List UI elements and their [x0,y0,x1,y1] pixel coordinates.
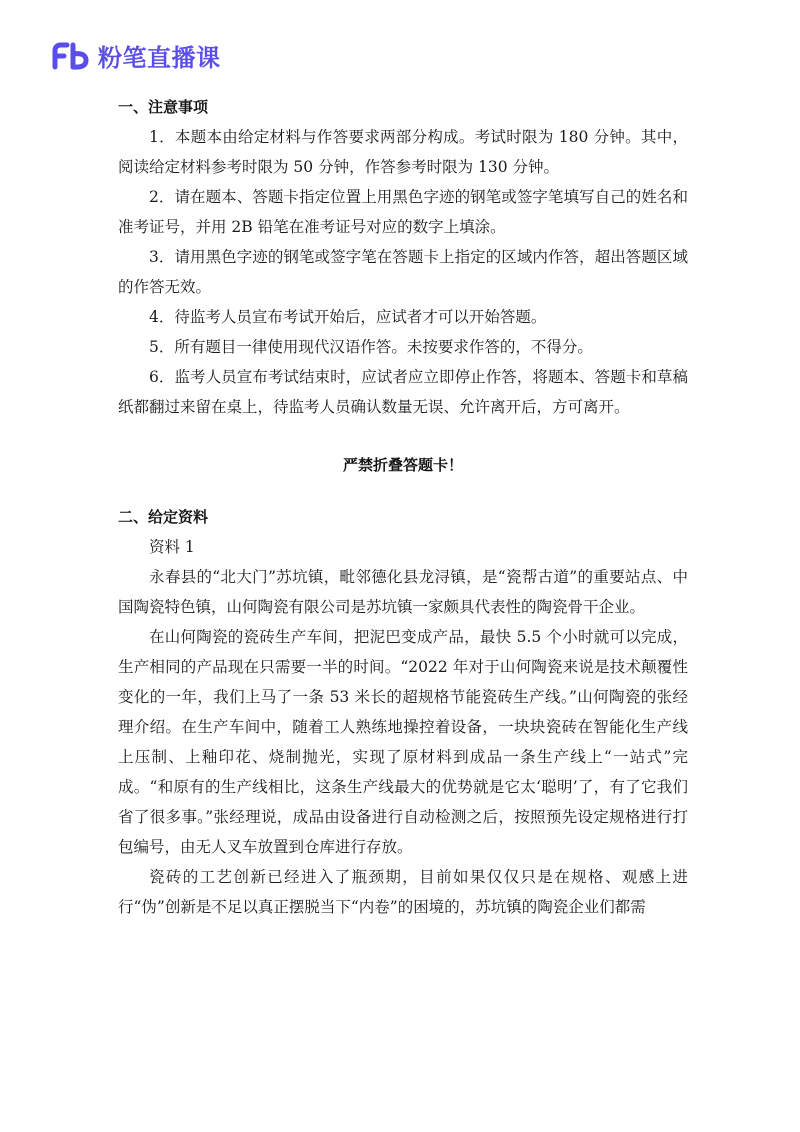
answer-card-warning: 严禁折叠答题卡！ [342,456,463,474]
notice-item-2: 2．请在题本、答题卡指定位置上用黑色字迹的钢笔或签字笔填写自己的姓名和准考证号，并用 2B 铅笔在准考证号对应的数字上填涂。 [118,188,688,236]
spacer [118,422,688,450]
spacer [118,480,688,502]
brand-name: 粉笔直播课 [98,44,221,72]
material-paragraph-3: 瓷砖的工艺创新已经进入了瓶颈期，目前如果仅仅只是在规格、观感上进行“伪”创新是不足以真正摆脱当下“内卷”的困境的，苏坑镇的陶瓷企业们都需 [118,868,688,916]
notice-item-5: 5．所有题目一律使用现代汉语作答。未按要求作答的，不得分。 [149,338,593,356]
fb-logo-icon [52,41,90,71]
notice-item-6: 6．监考人员宣布考试结束时，应试者应立即停止作答，将题本、答题卡和草稿纸都翻过来留在桌上，待监考人员确认数量无误、允许离开后，方可离开。 [118,368,688,416]
material-paragraph-2: 在山何陶瓷的瓷砖生产车间，把泥巴变成产品，最快 5.5 个小时就可以完成，生产相同的产品现在只需要一半的时间。“2022 年对于山何陶瓷来说是技术颠覆性变化的一年，我们上马了一条 53 米长的超规格节能瓷砖生产线。”山何陶瓷的张经理介绍。在生产车间中，随着工人熟练地操控着设备，一块块瓷砖在智能化生产线上压制、上釉印花、烧制抛光，实现了原材料到成品一条生产线上“一站式”完成。“和原有的生产线相比，这条生产线最大的优势就是它太‘聪明’了，有了它我们省了很多事。”张经理说，成品由设备进行自动检测之后，按照预先设定规格进行打包编号，由无人叉车放置到仓库进行存放。 [118,628,688,856]
brand-logo [52,38,221,73]
section-2-title: 二、给定资料 [118,508,209,526]
notice-item-1: 1．本题本由给定材料与作答要求两部分构成。考试时限为 180 分钟。其中，阅读给定材料参考时限为 50 分钟，作答参考时限为 130 分钟。 [118,128,688,176]
material-label: 资料 1 [149,538,195,556]
document-body [118,92,688,922]
section-1-title: 一、注意事项 [118,98,209,116]
notice-item-4: 4．待监考人员宣布考试开始后，应试者才可以开始答题。 [149,308,547,326]
material-paragraph-1: 永春县的“北大门”苏坑镇，毗邻德化县龙浔镇，是“瓷帮古道”的重要站点、中国陶瓷特色镇，山何陶瓷有限公司是苏坑镇一家颇具代表性的陶瓷骨干企业。 [118,568,688,616]
notice-item-3: 3．请用黑色字迹的钢笔或签字笔在答题卡上指定的区域内作答，超出答题区域的作答无效。 [118,248,688,296]
